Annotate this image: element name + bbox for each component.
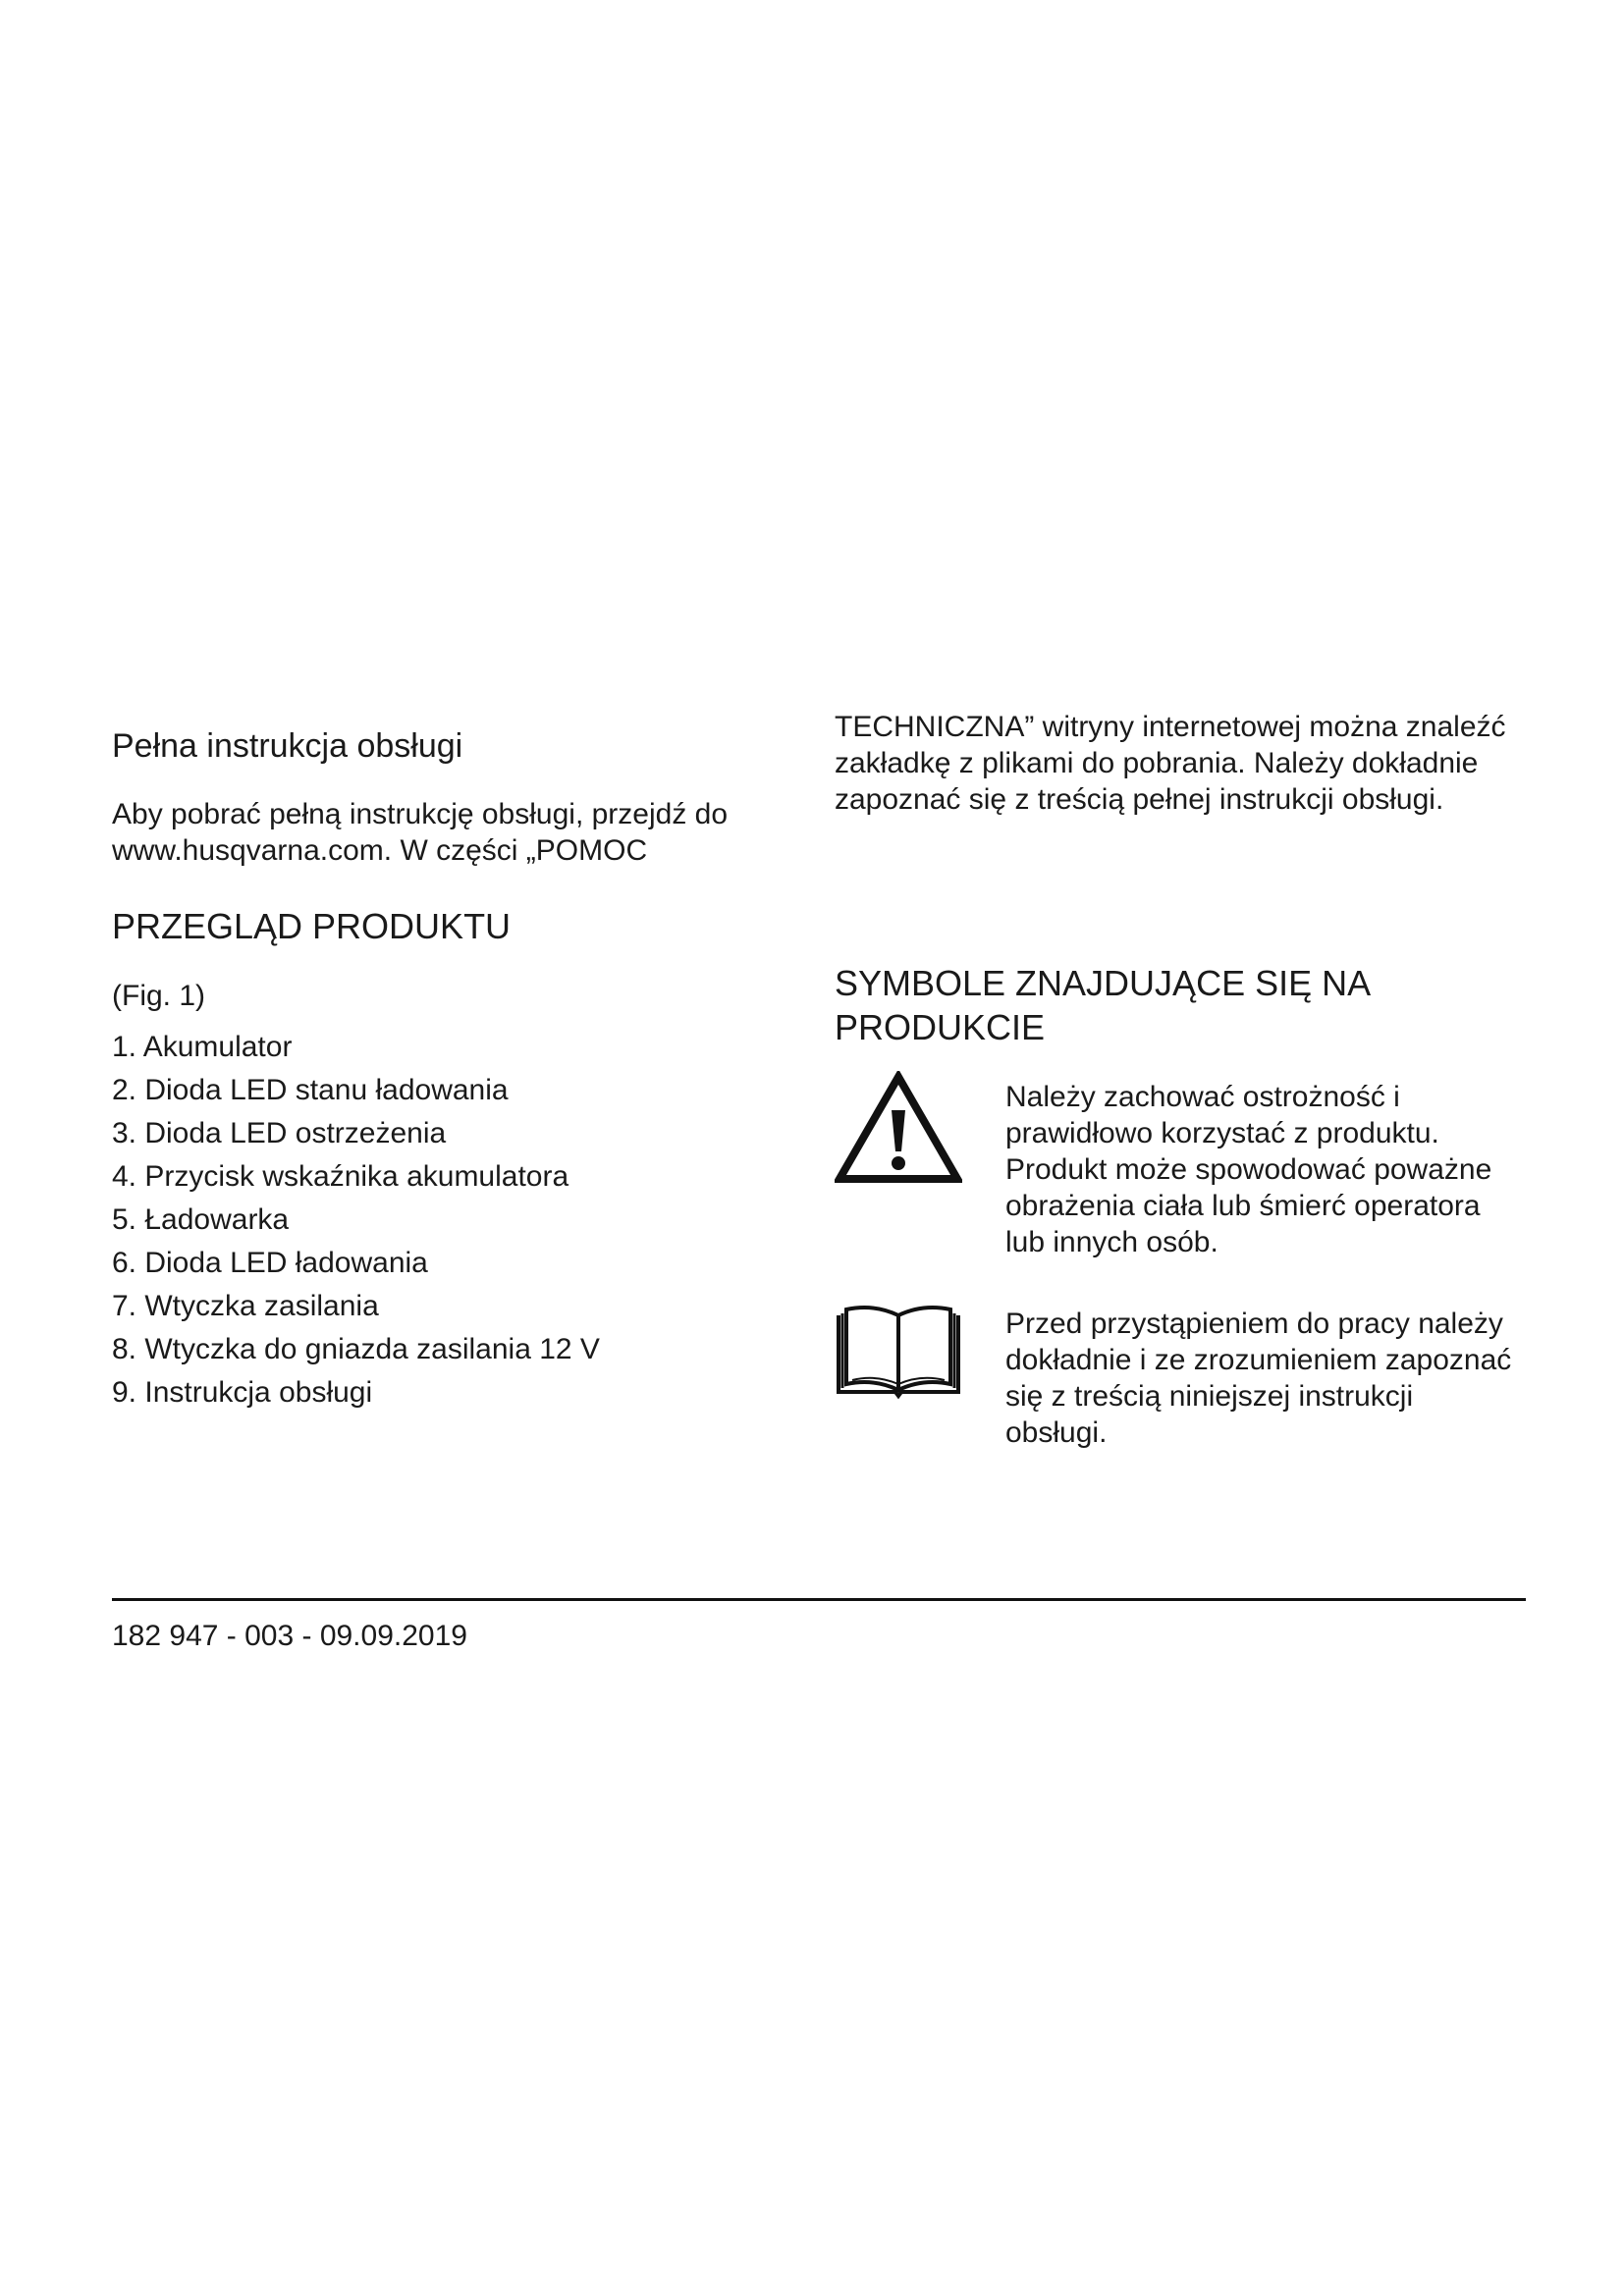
list-item: 4. Przycisk wskaźnika akumulatora [112,1159,569,1193]
list-item: 9. Instrukcja obsługi [112,1375,373,1409]
overview-heading: PRZEGLĄD PRODUKTU [112,905,512,946]
open-book-icon [835,1302,962,1405]
list-item: 1. Akumulator [112,1030,293,1063]
continuation-paragraph: TECHNICZNA” witryny internetowej można znaleźć zakładkę z plikami do pobrania. Należy dokładnie zapoznać się z treścią pełnej instrukcji obsługi. [835,711,1506,816]
manual-heading: Pełna instrukcja obsługi [112,727,463,765]
right-column [835,709,1522,1451]
symbol-manual-text: Przed przystąpieniem do pracy należy dokładnie i ze zrozumieniem zapoznać się z treścią niniejszej instrukcji obsługi. [1005,1308,1512,1449]
manual-paragraph: Aby pobrać pełną instrukcję obsługi, przejdź do www.husqvarna.com. W części „POMOC [112,797,729,867]
warning-triangle-icon [835,1071,962,1190]
symbol-warning-text: Należy zachować ostrożność i prawidłowo korzystać z produktu. Produkt może spowodować poważne obrażenia ciała lub śmierć operatora lub innych osób. [1005,1081,1492,1258]
list-item: 7. Wtyczka zasilania [112,1289,379,1322]
list-item: 5. Ładowarka [112,1202,290,1236]
list-item: 2. Dioda LED stanu ładowania [112,1073,509,1106]
figure-reference: (Fig. 1) [112,979,206,1012]
symbol-warning [835,1079,1522,1260]
footer-divider [112,1598,1526,1601]
symbols-heading: SYMBOLE ZNAJDUJĄCE SIĘ NA PRODUKCIE [835,963,1370,1047]
symbol-manual [835,1306,1522,1451]
parts-list [112,1026,789,1415]
list-item: 6. Dioda LED ładowania [112,1246,428,1279]
list-item: 8. Wtyczka do gniazda zasilania 12 V [112,1332,600,1365]
left-column [112,726,789,1415]
document-code: 182 947 - 003 - 09.09.2019 [112,1620,467,1652]
list-item: 3. Dioda LED ostrzeżenia [112,1116,447,1149]
